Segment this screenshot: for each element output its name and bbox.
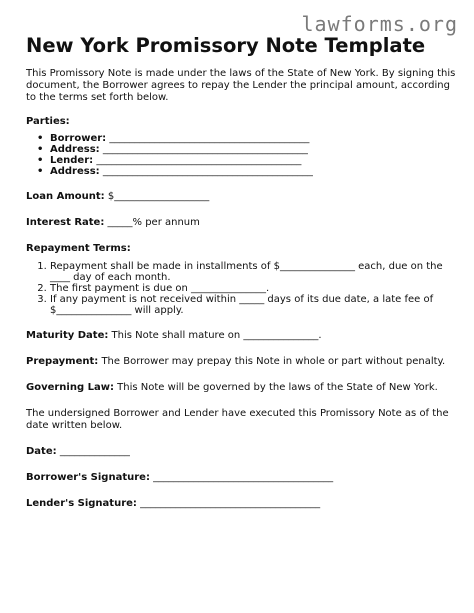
party-label: Address: [50, 166, 100, 177]
lender-signature-label: Lender's Signature: [26, 498, 137, 509]
party-lender-address [50, 166, 456, 177]
lender-name-field[interactable]: _________________________________________ [96, 155, 302, 166]
lender-address-field[interactable]: __________________________________________ [102, 166, 313, 177]
maturity-date-label: Maturity Date: [26, 330, 109, 341]
prepayment-label: Prepayment: [26, 356, 99, 367]
governing-law-label: Governing Law: [26, 382, 114, 393]
document-body [26, 34, 456, 510]
prepayment-text: The Borrower may prepay this Note in whole or part without penalty. [101, 356, 446, 367]
date-line [26, 446, 456, 458]
maturity-date-line [26, 330, 456, 342]
watermark-text: lawforms.org [301, 12, 458, 36]
repayment-term: 2. The first payment is due on _______________. [50, 283, 456, 294]
loan-amount-field[interactable]: $___________________ [107, 191, 210, 202]
party-lender [50, 155, 456, 166]
repayment-terms-list [26, 261, 456, 316]
repayment-heading [26, 243, 456, 255]
interest-rate-line [26, 217, 456, 229]
party-borrower [50, 133, 456, 144]
parties-heading: Parties: [26, 116, 70, 127]
date-label: Date: [26, 446, 57, 457]
repayment-heading-text: Repayment Terms: [26, 243, 131, 254]
interest-rate-field[interactable]: _____% per annum [107, 217, 200, 228]
repayment-term: 1. Repayment shall be made in installments of $_______________ each, due on the ____ day of each month. [50, 261, 456, 283]
borrower-signature-label: Borrower's Signature: [26, 472, 150, 483]
governing-law-line [26, 382, 456, 394]
interest-rate-label: Interest Rate: [26, 217, 105, 228]
borrower-name-field[interactable]: ________________________________________ [109, 133, 310, 144]
document-title: New York Promissory Note Template [26, 34, 426, 57]
borrower-signature-field[interactable]: ____________________________________ [153, 472, 334, 483]
borrower-address-field[interactable]: _________________________________________ [102, 144, 308, 155]
closing-paragraph: The undersigned Borrower and Lender have executed this Promissory Note as of the date written below. [26, 408, 449, 431]
lender-signature-line [26, 498, 456, 510]
party-label: Address: [50, 144, 100, 155]
party-label: Borrower: [50, 133, 107, 144]
loan-amount-label: Loan Amount: [26, 191, 105, 202]
intro-paragraph: This Promissory Note is made under the laws of the State of New York. By signing this document, the Borrower agrees to repay the Lender the principal amount, according to the terms set forth below. [26, 68, 456, 103]
prepayment-line [26, 356, 456, 368]
borrower-signature-line [26, 472, 456, 484]
governing-law-text: This Note will be governed by the laws of the State of New York. [117, 382, 438, 393]
repayment-term: 3. If any payment is not received within _____ days of its due date, a late fee of $_______________ will apply. [50, 294, 456, 316]
loan-amount-line [26, 191, 456, 203]
maturity-date-text: This Note shall mature on _______________. [111, 330, 322, 341]
party-borrower-address [50, 144, 456, 155]
party-label: Lender: [50, 155, 94, 166]
lender-signature-field[interactable]: ____________________________________ [140, 498, 321, 509]
date-field[interactable]: ______________ [59, 446, 130, 457]
parties-list [26, 133, 456, 177]
